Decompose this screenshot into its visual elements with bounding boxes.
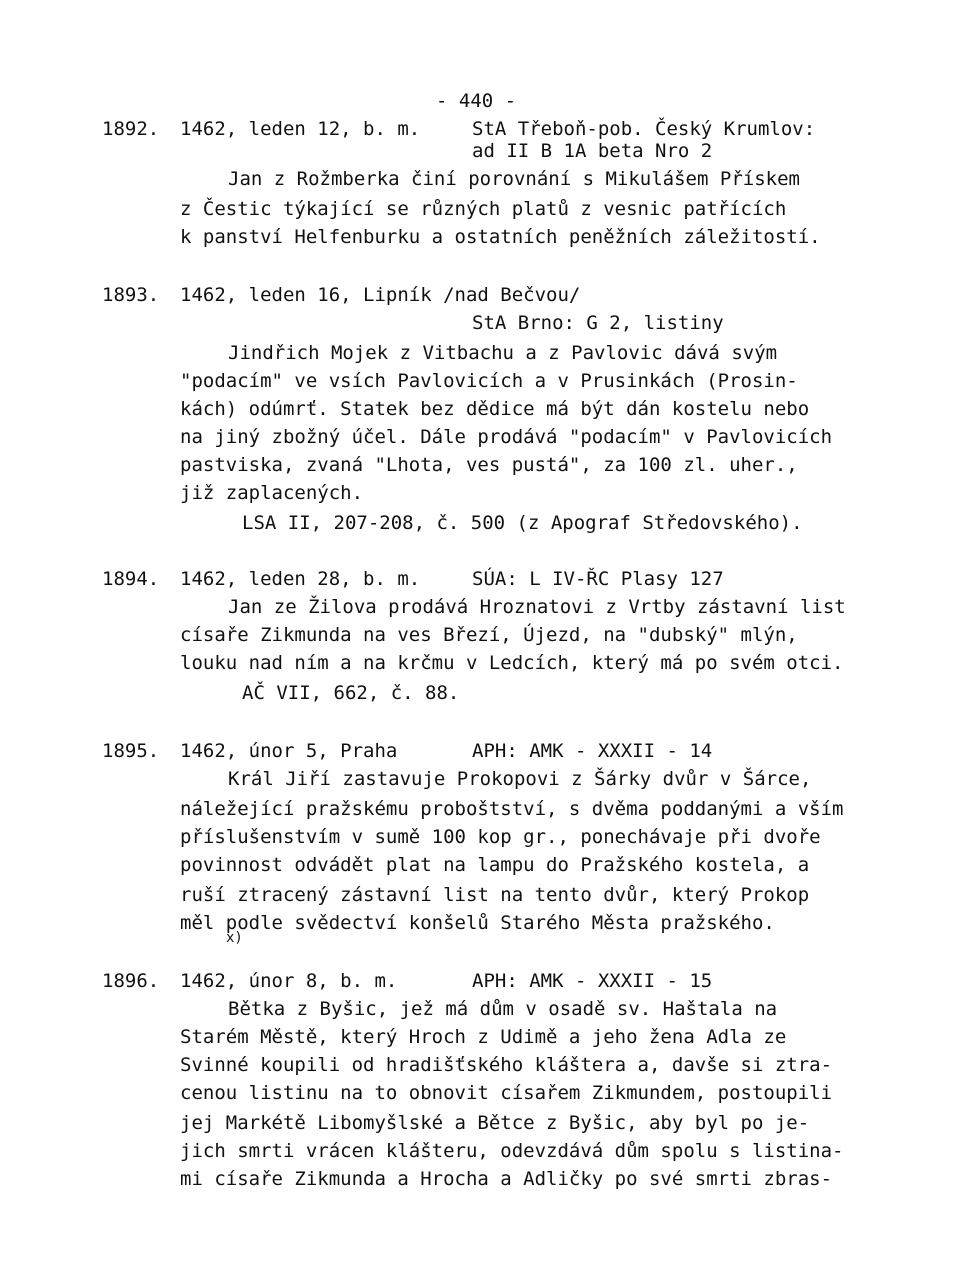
- entry-text-line: císaře Zikmunda na ves Březí, Újezd, na "dubský" mlýn,: [180, 624, 798, 646]
- entry-source: APH: AMK - XXXII - 15: [472, 970, 713, 992]
- entry-text-line: mi císaře Zikmunda a Hrocha a Adličky po své smrti zbras-: [180, 1168, 833, 1190]
- entry-source: StA Brno: G 2, listiny: [472, 312, 724, 334]
- entry-reference: AČ VII, 662, č. 88.: [242, 682, 460, 704]
- entry-text-line: jich smrti vrácen klášteru, odevzdává dům spolu s listina-: [180, 1140, 844, 1162]
- entry-text-line: kách) odúmrť. Statek bez dědice má být dán kostelu nebo: [180, 398, 810, 420]
- entry-text-line: "podacím" ve vsích Pavlovicích a v Prusinkách (Prosin-: [180, 370, 798, 392]
- entry-number: 1895.: [102, 740, 160, 762]
- entry-text-line: příslušenstvím v sumě 100 kop gr., ponechávaje při dvoře: [180, 826, 821, 848]
- entry-source: APH: AMK - XXXII - 14: [472, 740, 713, 762]
- entry-header: 1462, únor 8, b. m.: [180, 970, 398, 992]
- entry-text-line: Král Jiří zastavuje Prokopovi z Šárky dvůr v Šárce,: [228, 768, 812, 790]
- entry-text-line: Bětka z Byšic, jež má dům v osadě sv. Haštala na: [228, 998, 778, 1020]
- entry-text-line: Jindřich Mojek z Vitbachu a z Pavlovic dává svým: [228, 342, 778, 364]
- entry-header: 1462, leden 28, b. m.: [180, 568, 421, 590]
- entry-text-line: jej Markétě Libomyšlské a Bětce z Byšic, aby byl po je-: [180, 1112, 810, 1134]
- entry-number: 1896.: [102, 970, 160, 992]
- entry-text-line: Jan z Rožmberka činí porovnání s Mikulášem Přískem: [228, 168, 800, 190]
- entry-text-line: z Čestic týkající se různých platů z vesnic patřících: [180, 198, 787, 220]
- entry-text-line: cenou listinu na to obnovit císařem Zikmundem, postoupili: [180, 1082, 833, 1104]
- entry-header: 1462, leden 16, Lipník /nad Bečvou/: [180, 284, 581, 306]
- footnote-mark: x): [226, 930, 243, 946]
- entry-number: 1893.: [102, 284, 160, 306]
- entry-header: 1462, únor 5, Praha: [180, 740, 398, 762]
- entry-header: 1462, leden 12, b. m.: [180, 118, 421, 140]
- entry-text-line: pastviska, zvaná "Lhota, ves pustá", za 100 zl. uher.,: [180, 454, 798, 476]
- entry-number: 1892.: [102, 118, 160, 140]
- entry-reference: LSA II, 207-208, č. 500 (z Apograf Středovského).: [242, 512, 803, 534]
- page-number: - 440 -: [436, 90, 517, 112]
- entry-text-line: Jan ze Žilova prodává Hroznatovi z Vrtby zástavní list: [228, 596, 846, 618]
- entry-source: ad II B 1A beta Nro 2: [472, 140, 713, 162]
- entry-text-line: měl podle svědectví konšelů Starého Města pražského.: [180, 912, 775, 934]
- entry-text-line: louku nad ním a na krčmu v Ledcích, který má po svém otci.: [180, 652, 844, 674]
- entry-text-line: Svinné koupili od hradišťského kláštera a, davše si ztra-: [180, 1054, 833, 1076]
- entry-text-line: k panství Helfenburku a ostatních peněžních záležitostí.: [180, 226, 821, 248]
- entry-source: SÚA: L IV-ŘC Plasy 127: [472, 568, 724, 590]
- entry-text-line: ruší ztracený zástavní list na tento dvůr, který Prokop: [180, 884, 810, 906]
- entry-source: StA Třeboň-pob. Český Krumlov:: [472, 118, 816, 140]
- entry-text-line: na jiný zbožný účel. Dále prodává "podacím" v Pavlovicích: [180, 426, 833, 448]
- entry-text-line: náležející pražskému proboštství, s dvěma poddanými a vším: [180, 798, 844, 820]
- entry-text-line: Starém Městě, který Hroch z Udimě a jeho žena Adla ze: [180, 1026, 787, 1048]
- entry-number: 1894.: [102, 568, 160, 590]
- entry-text-line: již zaplacených.: [180, 482, 364, 504]
- entry-text-line: povinnost odvádět plat na lampu do Pražského kostela, a: [180, 854, 810, 876]
